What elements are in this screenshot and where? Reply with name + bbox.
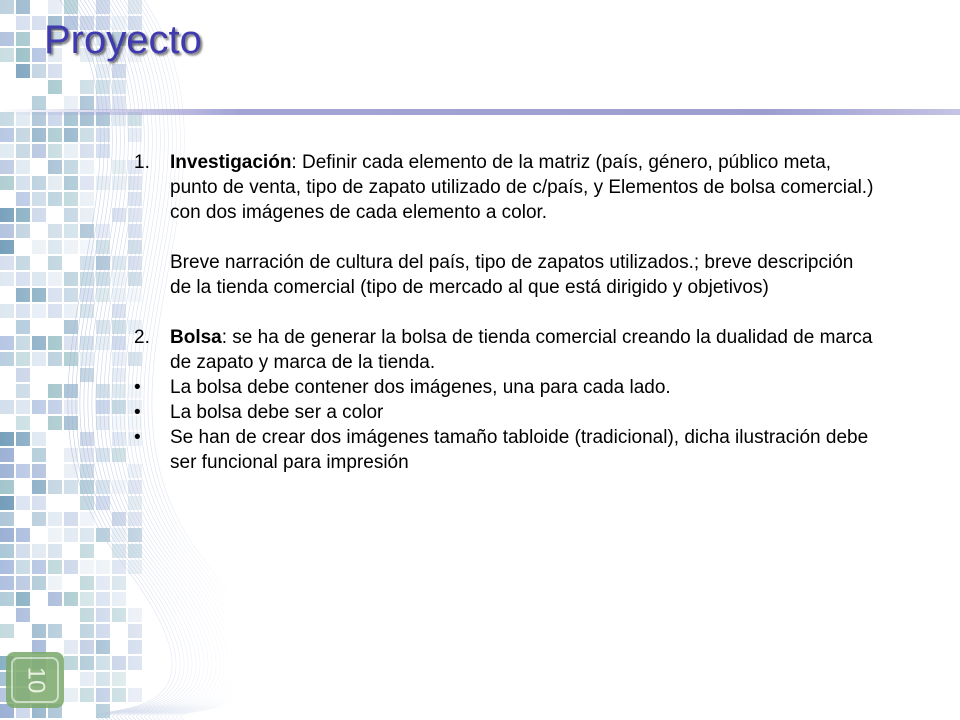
list-item-investigacion	[134, 150, 874, 300]
item-term: Investigación	[170, 152, 292, 173]
page-badge-text: 10	[22, 666, 50, 694]
item-paragraph-secondary: Breve narración de cultura del país, tipo de zapatos utilizados.; breve descripción de la tienda comercial (tipo de mercado al que está dirigido y objetivos)	[170, 252, 854, 298]
bullet-text: Se han de crear dos imágenes tamaño tabloide (tradicional), dicha ilustración debe ser funcional para impresión	[170, 427, 869, 473]
list-item-bolsa	[134, 325, 874, 375]
bullet-marker: •	[134, 377, 141, 398]
page-title: Proyecto	[44, 18, 202, 62]
bullet-text: La bolsa debe contener dos imágenes, una para cada lado.	[170, 377, 671, 398]
item-text: : Definir cada elemento de la matriz (país, género, público meta, punto de venta, tipo de zapato utilizado de c/país, y Elementos de bolsa comercial.) con dos imágenes de cada elemento a color.	[170, 152, 874, 223]
title-divider	[0, 109, 960, 115]
bullet-item	[134, 375, 874, 400]
bullet-marker: •	[134, 402, 141, 423]
bullet-item	[134, 400, 874, 425]
item-term: Bolsa	[170, 327, 222, 348]
item-paragraph	[170, 325, 874, 375]
bullet-text: La bolsa debe ser a color	[170, 402, 384, 423]
page-badge	[6, 652, 64, 708]
item-text: : se ha de generar la bolsa de tienda comercial creando la dualidad de marca de zapato y marca de la tienda.	[170, 327, 873, 373]
bullet-item	[134, 425, 874, 475]
list-marker: 1.	[134, 152, 150, 173]
content-body	[134, 150, 874, 475]
item-paragraph	[170, 150, 874, 225]
bullet-marker: •	[134, 427, 141, 448]
list-marker: 2.	[134, 327, 150, 348]
